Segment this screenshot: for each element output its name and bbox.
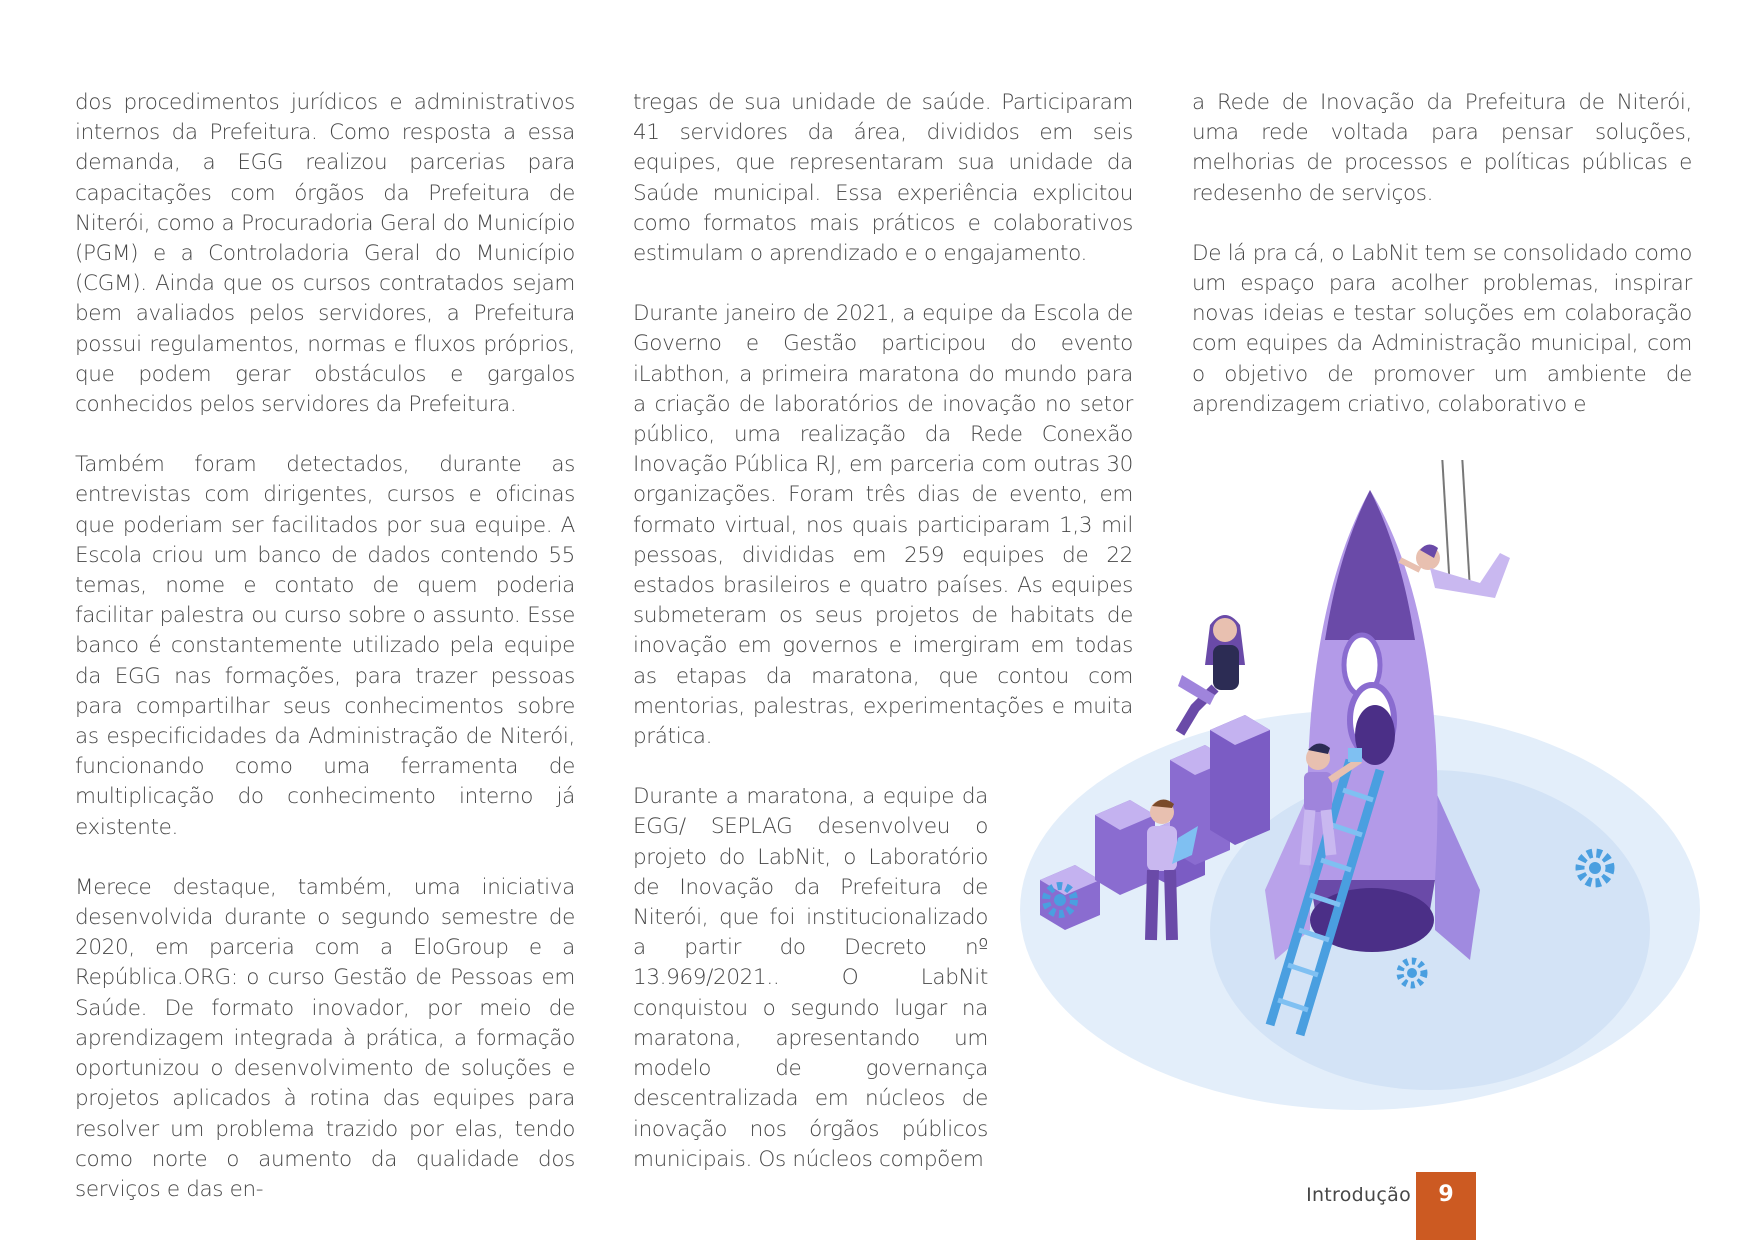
text-column-3: [1192, 88, 1692, 450]
person-on-swing: [1400, 460, 1510, 598]
paragraph: Durante a maratona, a equipe da EGG/ SEPLAG desenvolveu o projeto do LabNit, o Laboratório de Inovação da Prefeitura de Niterói, que foi institucionalizado a partir do Decreto nº 13.969/2021.. O LabNit conquistou o segundo lugar na maratona, apresentando um modelo de governança descentralizada em núcleos de inovação nos órgãos públicos municipais. Os núcleos compõem: [633, 784, 988, 1172]
rocket-illustration: [1010, 460, 1710, 1150]
paragraph: tregas de sua unidade de saúde. Participaram 41 servidores da área, divididos em seis equipes, que representaram sua unidade da Saúde municipal. Essa experiência explicitou como formatos mais práticos e colaborativos estimulam o aprendizado e o engajamento.: [633, 90, 1133, 267]
paragraph: Durante janeiro de 2021, a equipe da Escola de Governo e Gestão participou do evento iLabthon, a primeira maratona do mundo para a criação de laboratórios de inovação no setor público, uma realização da Rede Conexão Inovação Pública RJ, em parceria com outras 30 organizações. Foram três dias de evento, em formato virtual, nos quais participaram 1,3 mil pessoas, divididas em 259 equipes de 22 estados brasileiros e quatro países. As equipes submeteram os seus projetos de habitats de inovação em governos e imergiram em todas as etapas da maratona, que contou com mentorias, palestras, experimentações e muita prática.: [633, 301, 1133, 750]
text-column-1: [75, 88, 575, 1235]
paragraph: a Rede de Inovação da Prefeitura de Niterói, uma rede voltada para pensar soluções, melhorias de processos e políticas públicas e redesenho de serviços.: [1192, 90, 1692, 206]
page-number: 9: [1416, 1172, 1476, 1240]
woman-with-laptop: [1178, 615, 1245, 733]
paragraph: Também foram detectados, durante as entrevistas com dirigentes, cursos e oficinas que poderiam ser facilitados por sua equipe. A Escola criou um banco de dados contendo 55 temas, nome e contato de quem poderia facilitar palestra ou curso sobre o assunto. Esse banco é constantemente utilizado pela equipe da EGG nas formações, para trazer pessoas para compartilhar seus conhecimentos sobre as especificidades da Administração de Niterói, funcionando como uma ferramenta de multiplicação do conhecimento interno já existente.: [75, 452, 575, 840]
paragraph: dos procedimentos jurídicos e administrativos internos da Prefeitura. Como resposta a essa demanda, a EGG realizou parcerias para capacitações com órgãos da Prefeitura de Niterói, como a Procuradoria Geral do Município (PGM) e a Controladoria Geral do Município (CGM). Ainda que os cursos contratados sejam bem avaliados pelos servidores, a Prefeitura possui regulamentos, normas e fluxos próprios, que podem gerar obstáculos e gargalos conhecidos pelos servidores da Prefeitura.: [75, 90, 575, 418]
paragraph: De lá pra cá, o LabNit tem se consolidado como um espaço para acolher problemas, inspirar novas ideias e testar soluções em colaboração com equipes da Administração municipal, com o objetivo de promover um ambiente de aprendizagem criativo, colaborativo e: [1192, 240, 1692, 417]
section-label: Introdução: [1306, 1184, 1411, 1206]
paragraph: Merece destaque, também, uma iniciativa desenvolvida durante o segundo semestre de 2020, em parceria com a EloGroup e a República.ORG: o curso Gestão de Pessoas em Saúde. De formato inovador, por meio de aprendizagem integrada à prática, a formação oportunizou o desenvolvimento de soluções e projetos aplicados à rotina das equipes para resolver um problema trazido por elas, tendo como norte o aumento da qualidade dos serviços e das en-: [75, 874, 575, 1202]
